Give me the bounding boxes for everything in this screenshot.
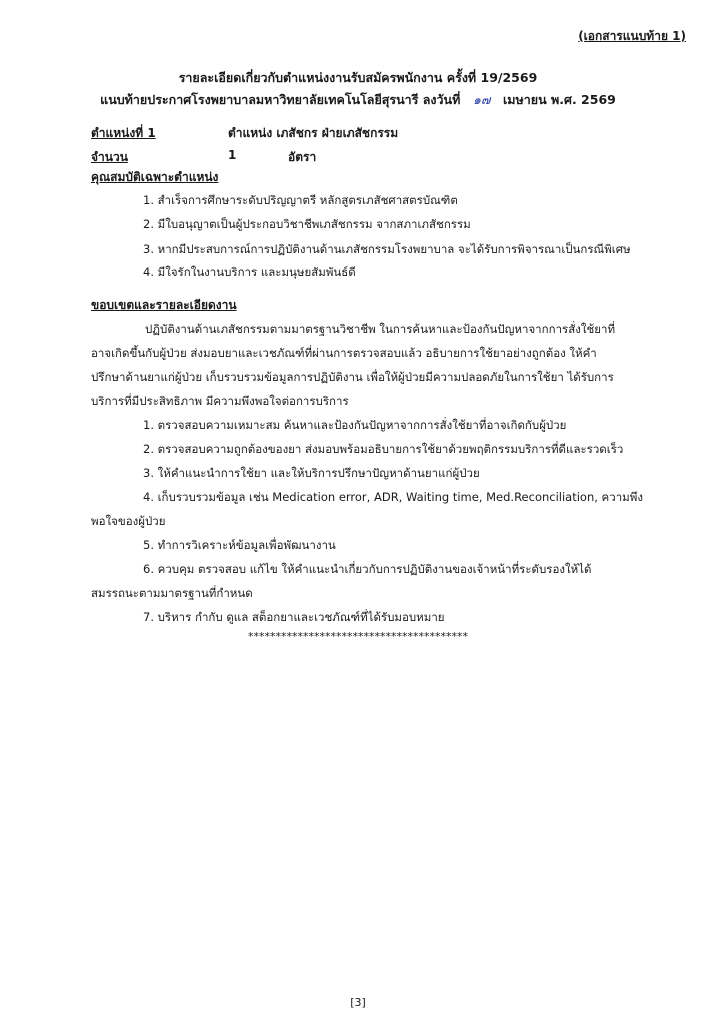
duty-line: 3. ให้คำแนะนำการใช้ยา และให้บริการปรึกษาปัญหาด้านยาแก่ผู้ป่วย <box>143 466 480 480</box>
subtitle-prefix: แนบท้ายประกาศโรงพยาบาลมหาวิทยาลัยเทคโนโลยีสุรนารี ลงวันที่ <box>100 92 465 107</box>
duty-line-continued: สมรรถนะตามมาตรฐานที่กำหนด <box>91 586 253 600</box>
duty-line: 2. ตรวจสอบความถูกต้องของยา ส่งมอบพร้อมอธิบายการใช้ยาด้วยพฤติกรรมบริการที่ดีและรวดเร็ว <box>143 442 624 456</box>
position-label: ตำแหน่งที่ 1 <box>91 126 156 140</box>
qualification-item: 1. สำเร็จการศึกษาระดับปริญญาตรี หลักสูตรเภสัชศาสตรบัณฑิต <box>143 193 458 207</box>
duty-line: 5. ทำการวิเคราะห์ข้อมูลเพื่อพัฒนางาน <box>143 538 336 552</box>
count-unit: อัตรา <box>288 150 317 164</box>
duty-line: 6. ควบคุม ตรวจสอบ แก้ไข ให้คำแนะนำเกี่ยวกับการปฏิบัติงานของเจ้าหน้าที่ระดับรองให้ได้ <box>143 562 592 576</box>
page-number: [3] <box>350 996 366 1009</box>
separator: **************************************** <box>248 630 468 643</box>
qualification-item: 3. หากมีประสบการณ์การปฏิบัติงานด้านเภสัชกรรมโรงพยาบาล จะได้รับการพิจารณาเป็นกรณีพิเศษ <box>143 242 631 256</box>
qualification-item: 4. มีใจรักในงานบริการ และมนุษยสัมพันธ์ดี <box>143 265 356 279</box>
duty-line: 1. ตรวจสอบความเหมาะสม ค้นหาและป้องกันปัญหาจากการสั่งใช้ยาที่อาจเกิดกับผู้ป่วย <box>143 418 567 432</box>
attachment-reference: (เอกสารแนบท้าย 1) <box>578 29 686 43</box>
intro-line: ปฏิบัติงานด้านเภสัชกรรมตามมาตรฐานวิชาชีพ ในการค้นหาและป้องกันปัญหาจากการสั่งใช้ยาที่ <box>145 322 616 336</box>
scope-intro <box>91 317 663 413</box>
position-value: ตำแหน่ง เภสัชกร ฝ่ายเภสัชกรรม <box>228 126 399 140</box>
count-label: จำนวน <box>91 150 128 164</box>
intro-line: บริการที่มีประสิทธิภาพ มีความพึงพอใจต่อการบริการ <box>91 394 349 408</box>
duty-line-continued: พอใจของผู้ป่วย <box>91 514 166 528</box>
intro-line: อาจเกิดขึ้นกับผู้ป่วย ส่งมอบยาและเวชภัณฑ์ที่ผ่านการตรวจสอบแล้ว อธิบายการใช้ยาอย่างถูกต้อง ให้คำ <box>91 346 597 360</box>
document-title: รายละเอียดเกี่ยวกับตำแหน่งงานรับสมัครพนักงาน ครั้งที่ 19/2569 <box>178 70 538 85</box>
scope-heading: ขอบเขตและรายละเอียดงาน <box>91 298 237 312</box>
count-value: 1 <box>228 148 237 162</box>
qualifications-heading: คุณสมบัติเฉพาะตำแหน่ง <box>91 170 219 184</box>
intro-line: ปรึกษาด้านยาแก่ผู้ป่วย เก็บรวบรวมข้อมูลการปฏิบัติงาน เพื่อให้ผู้ป่วยมีความปลอดภัยในการใช้ยา ได้รับการ <box>91 370 614 384</box>
document-subtitle <box>0 90 716 110</box>
handwritten-date: ๑๗ <box>473 92 491 107</box>
duty-line: 4. เก็บรวบรวมข้อมูล เช่น Medication error, ADR, Waiting time, Med.Reconciliation, ความพึง <box>143 490 643 504</box>
subtitle-suffix: เมษายน พ.ศ. 2569 <box>498 92 616 107</box>
qualification-item: 2. มีใบอนุญาตเป็นผู้ประกอบวิชาชีพเภสัชกรรม จากสภาเภสัชกรรม <box>143 217 471 231</box>
duty-line: 7. บริหาร กำกับ ดูแล สต็อกยาและเวชภัณฑ์ที่ได้รับมอบหมาย <box>143 610 445 624</box>
duties-list <box>91 413 671 629</box>
